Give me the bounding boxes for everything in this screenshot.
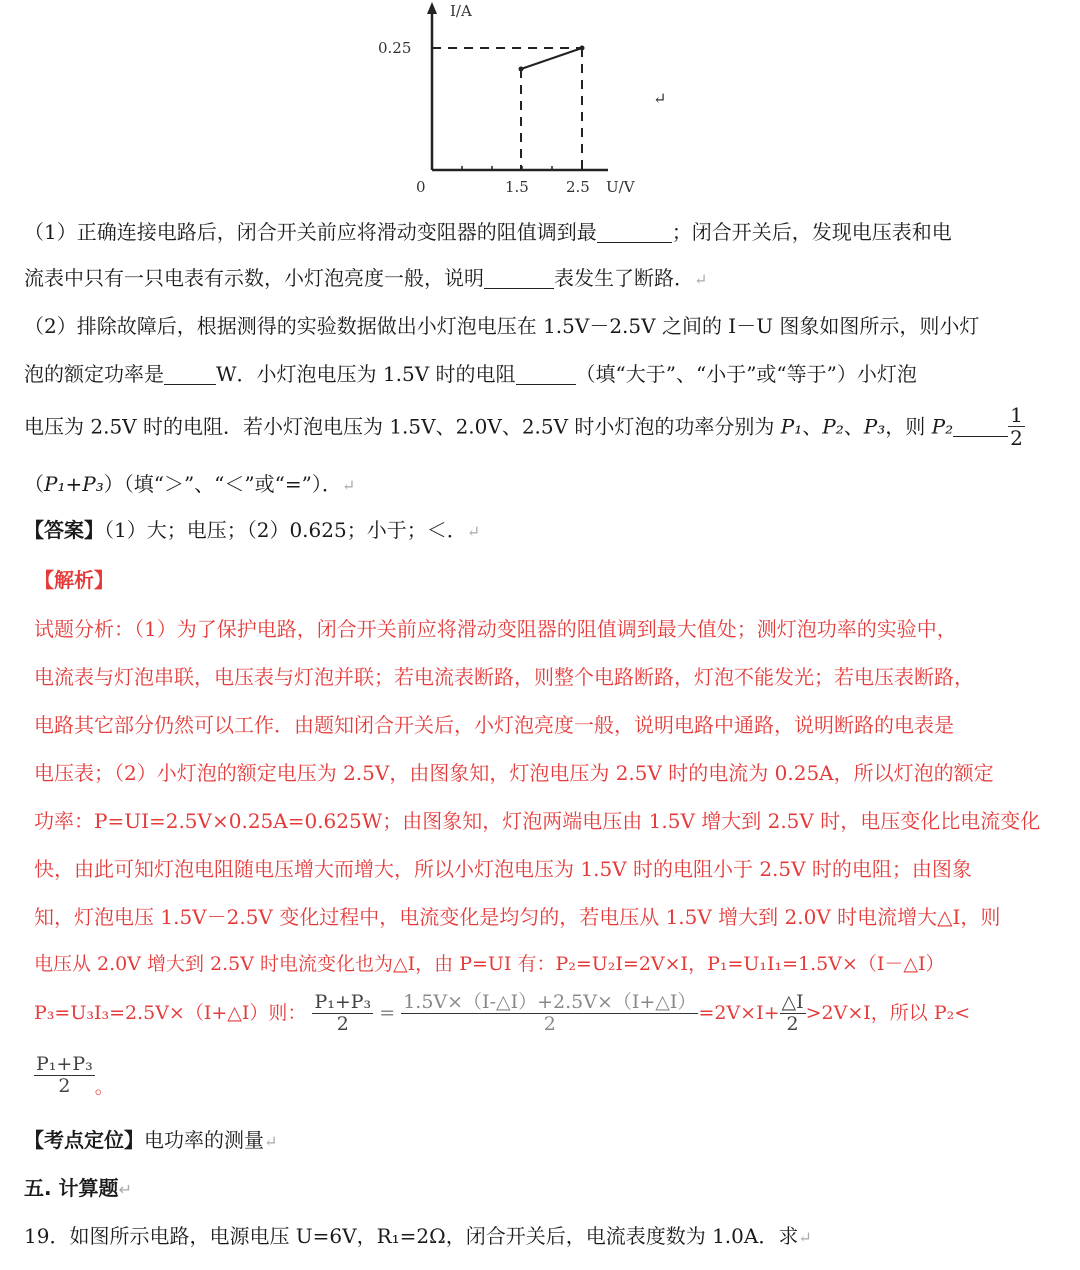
eq-fraction-1 xyxy=(312,992,373,1035)
q1-text-b: ；闭合开关后，发现电压表和电 xyxy=(671,220,952,244)
return-mark: ↵ xyxy=(653,89,667,108)
fraction-denominator: 2 xyxy=(34,1075,95,1097)
separator: 、 xyxy=(802,414,823,439)
eq-fraction-2 xyxy=(401,992,698,1035)
analysis-line-4: 电压表；（2）小灯泡的额定电压为 2.5V，由图象知，灯泡电压为 2.5V 时的电流为 0.25A，所以灯泡的额定 xyxy=(34,761,994,785)
eq-lead: P₃=U₃I₃=2.5V×（I+△I）则： xyxy=(34,1001,307,1024)
q2-text-d: （填“大于”、“小于”或“等于”）小灯泡 xyxy=(575,362,917,386)
analysis-label xyxy=(34,570,1074,590)
fraction-numerator: 1.5V×（I-△I）+2.5V×（I+△I） xyxy=(403,991,697,1013)
y-axis-arrow xyxy=(427,2,437,14)
analysis-line-3: 电路其它部分仍然可以工作．由题知闭合开关后，小灯泡亮度一般，说明电路中通路，说明断路的电表是 xyxy=(34,713,954,737)
eq2-tail: 。 xyxy=(94,1075,114,1098)
answer-blank xyxy=(164,364,216,385)
q1-text-a: （1）正确连接电路后，闭合开关前应将滑动变阻器的阻值调到最 xyxy=(24,220,597,244)
p2-symbol: P₂ xyxy=(931,414,954,439)
y-axis-label: I/A xyxy=(450,2,472,20)
fraction-numerator: P₁+P₃ xyxy=(36,1053,93,1075)
iu-graph-svg xyxy=(370,0,670,205)
fraction-denominator: 2 xyxy=(1010,426,1023,450)
q2-text-a: （2）排除故障后，根据测得的实验数据做出小灯泡电压在 1.5V－2.5V 之间的 I－U 图象如图所示，则小灯 xyxy=(24,314,980,338)
q2-line2 xyxy=(24,364,1064,385)
section-heading xyxy=(24,1178,1064,1198)
analysis-equation xyxy=(34,992,1074,1035)
q19-line xyxy=(24,1226,1064,1246)
answer-line xyxy=(24,520,1064,540)
q2-text-e: 电压为 2.5V 时的电阻．若小灯泡电压为 1.5V、2.0V、2.5V 时小灯泡的功率分别为 xyxy=(24,414,781,439)
answer-blank xyxy=(484,268,554,289)
return-mark: ↵ xyxy=(341,476,356,495)
x-axis-label: U/V xyxy=(606,178,635,196)
eq2-fraction xyxy=(34,1054,95,1097)
kaodian-label: 【考点定位】 xyxy=(24,1128,144,1152)
return-mark: ↵ xyxy=(466,522,481,541)
kaodian-line xyxy=(24,1130,1064,1150)
analysis-line-1: 试题分析：（1）为了保护电路，闭合开关前应将滑动变阻器的阻值调到最大值处；测灯泡功率的实验中， xyxy=(34,617,957,641)
fraction-numerator: △I xyxy=(781,991,804,1013)
kaodian-text: 电功率的测量 xyxy=(144,1128,264,1152)
p1-plus-p3: P₁+P₃ xyxy=(44,472,104,496)
section-title: 五. 计算题 xyxy=(24,1176,119,1200)
iu-graph xyxy=(370,0,670,205)
answer-blank xyxy=(953,416,1008,437)
answer-blank xyxy=(597,222,672,243)
eq-tail: >2V×I，所以 P₂< xyxy=(805,1001,971,1024)
q1-text-d: 表发生了断路． xyxy=(554,266,694,290)
fraction-denominator: 2 xyxy=(401,1013,698,1035)
analysis-line-7: 知，灯泡电压 1.5V－2.5V 变化过程中，电流变化是均匀的，若电压从 1.5V 增大到 2.0V 时电流增大△I，则 xyxy=(34,905,1001,929)
analysis-line-2: 电流表与灯泡串联，电压表与灯泡并联；若电流表断路，则整个电路断路，灯泡不能发光；若电压表断路， xyxy=(34,665,974,689)
p3-symbol: P₃ xyxy=(863,414,886,439)
analysis-line-5: 功率：P=UI=2.5V×0.25A=0.625W；由图象知，灯泡两端电压由 1.5V 增大到 2.5V 时，电压变化比电流变化 xyxy=(34,809,1041,833)
q1-text-c: 流表中只有一只电表有示数，小灯泡亮度一般，说明 xyxy=(24,266,484,290)
q2-line1 xyxy=(24,316,1064,336)
p1-symbol: P₁ xyxy=(780,414,803,439)
answer-label: 【答案】 xyxy=(24,518,104,542)
q2-line4 xyxy=(24,474,1064,494)
eq-mid: =2V×I+ xyxy=(698,1001,780,1024)
separator: 、 xyxy=(843,414,864,439)
fraction-denominator: 2 xyxy=(312,1013,373,1035)
answer-text: （1）大；电压；（2）0.625；小于；＜． xyxy=(104,518,467,542)
return-mark: ↵ xyxy=(798,1228,812,1247)
x-tick-label-25: 2.5 xyxy=(566,178,590,196)
q1-line1 xyxy=(24,222,1064,243)
q2-text-f: ，则 xyxy=(885,414,932,439)
half-fraction xyxy=(1008,404,1025,449)
analysis-line-6: 快，由此可知灯泡电阻随电压增大而增大，所以小灯泡电压为 1.5V 时的电阻小于 2.5V 时的电阻；由图象 xyxy=(34,857,972,881)
q2-line3 xyxy=(24,404,1064,449)
analysis-heading: 【解析】 xyxy=(34,568,114,592)
return-mark: ↵ xyxy=(264,1132,278,1151)
analysis-line-8: 电压从 2.0V 增大到 2.5V 时电流变化也为△I，由 P=UI 有：P₂=U₂I=2V×I，P₁=U₁I₁=1.5V×（I－△I） xyxy=(34,953,945,975)
answer-blank xyxy=(516,364,576,385)
y-tick-label: 0.25 xyxy=(378,39,412,57)
eq-sign: = xyxy=(379,1001,396,1024)
origin-label: 0 xyxy=(416,178,426,196)
q2-text-g: ）（填“＞”、“＜”或“=”）． xyxy=(103,472,342,496)
return-mark: ↵ xyxy=(118,1180,132,1199)
eq-fraction-3 xyxy=(780,992,806,1035)
p2-symbol: P₂ xyxy=(822,414,844,439)
fraction-numerator: P₁+P₃ xyxy=(314,991,372,1013)
q2-text-c: W．小灯泡电压为 1.5V 时的电阻 xyxy=(216,362,516,386)
paren-open: （ xyxy=(24,472,44,496)
q2-text-b: 泡的额定功率是 xyxy=(24,362,164,386)
analysis-equation-2 xyxy=(34,1054,1074,1097)
q1-line2 xyxy=(24,268,1064,289)
q19-text: 19．如图所示电路，电源电压 U=6V，R₁=2Ω，闭合开关后，电流表度数为 1.0A．求 xyxy=(24,1224,799,1248)
fraction-denominator: 2 xyxy=(780,1013,806,1035)
fraction-numerator: 1 xyxy=(1010,403,1023,427)
return-mark: ↵ xyxy=(694,270,708,289)
iu-curve xyxy=(521,48,582,69)
x-tick-label-15: 1.5 xyxy=(505,178,529,196)
